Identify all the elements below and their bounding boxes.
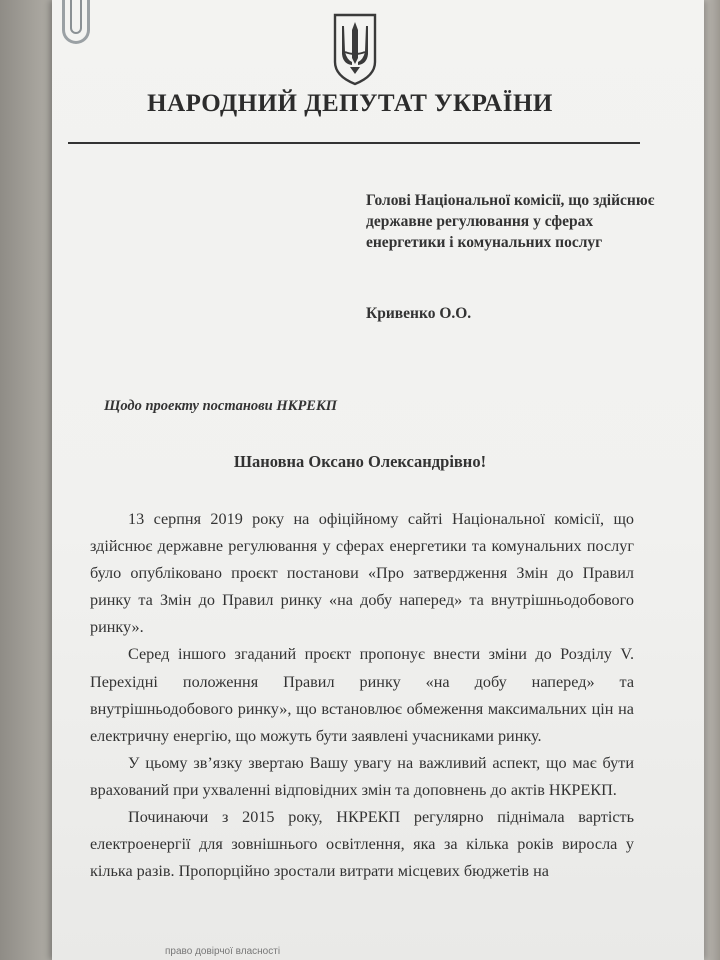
letterhead-title: НАРОДНИЙ ДЕПУТАТ УКРАЇНИ [147,90,553,117]
trident-coat-of-arms-icon [331,12,379,86]
letter-subject: Щодо проекту постанови НКРЕКП [104,398,338,414]
addressee-position: Голові Національної комісії, що здійснює державне регулювання у сферах енергетики і комунальних послуг [366,192,655,251]
body-paragraph: 13 серпня 2019 року на офіційному сайті Національної комісії, що здійснює державне регулювання у сферах енергетики та комунальних послуг було опубліковано проєкт постанови «Про затвердження Змін до Правил ринку та Змін до Правил ринку «на добу наперед» та внутрішньодобового ринку». [90,510,634,637]
letterhead-divider [68,142,640,144]
desk-background-left [0,0,60,960]
body-paragraph: У цьому зв’язку звертаю Вашу увагу на важливий аспект, що має бути врахований при ухваленні відповідних змін та доповнень до актів НКРЕКП. [90,753,634,799]
next-page-fragment: право довірчої власності [165,946,281,957]
letter-body [90,506,634,885]
salutation: Шановна Оксано Олександрівно! [233,452,487,471]
body-paragraph: Серед іншого згаданий проєкт пропонує внести зміни до Розділу V. Перехідні положення Правил ринку «на добу наперед» та внутрішньодобового ринку», що встановлює обмеження максимальних цін на електричну енергію, що можуть бути заявлені учасниками ринку. [90,645,634,745]
addressee-name: Кривенко О.О. [366,305,472,322]
body-paragraph: Починаючи з 2015 року, НКРЕКП регулярно піднімала вартість електроенергії для зовнішнього освітлення, яка за кілька років виросла у кілька разів. Пропорційно зростали витрати місцевих бюджетів на [90,808,634,881]
paper-clip-inner [70,0,82,34]
